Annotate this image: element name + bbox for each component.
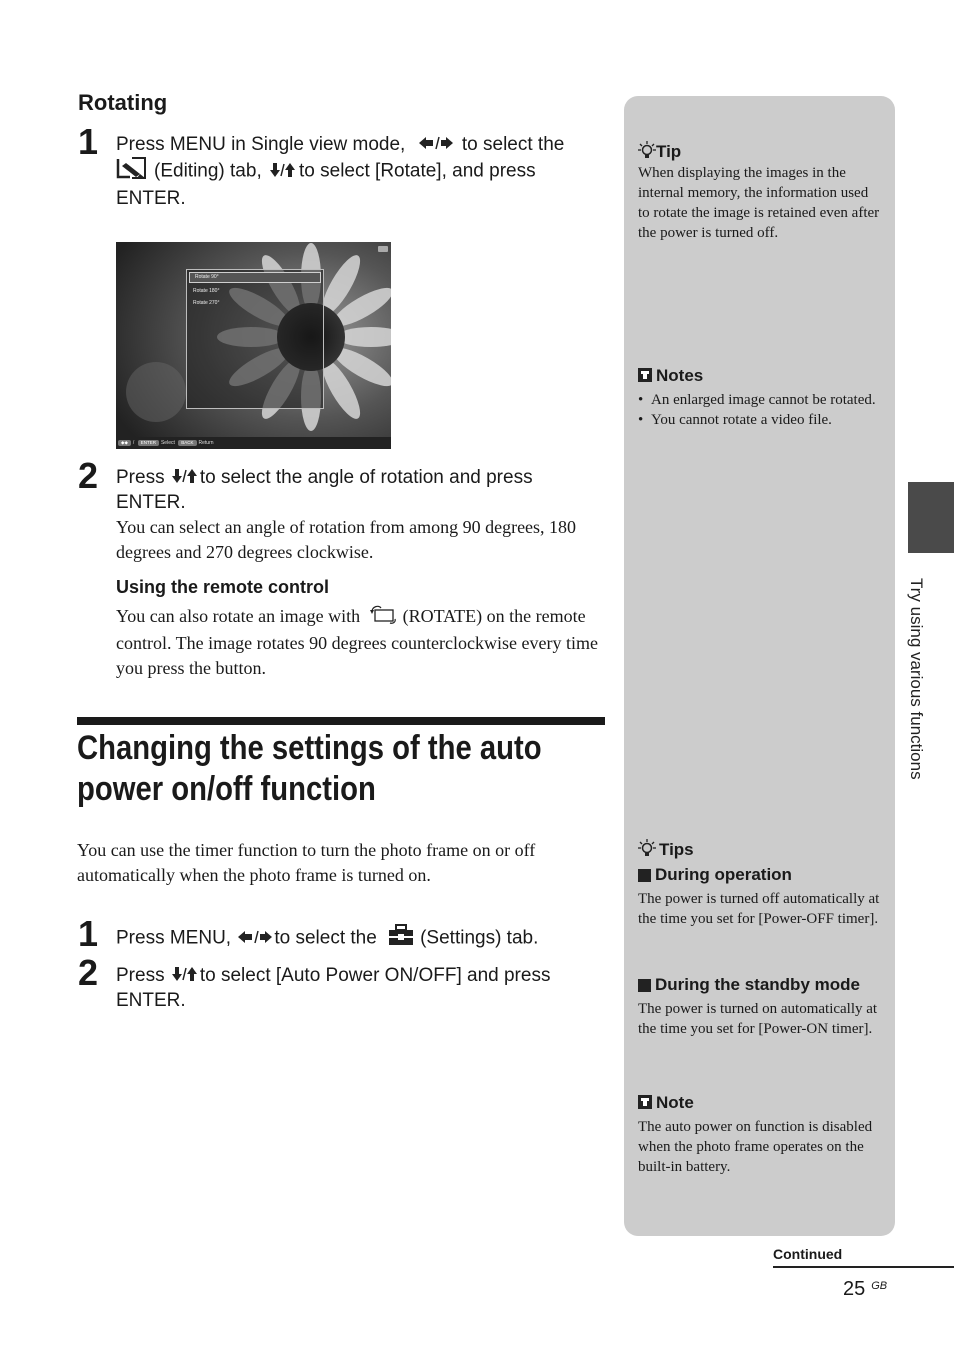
notes-label: Notes [656,366,704,385]
page-suffix: GB [871,1280,888,1292]
step-number: 1 [78,121,99,162]
standby-mode-label: During the standby mode [655,975,860,994]
menu-item-rotate-180: Rotate 180° [193,288,220,294]
rotate-menu-screenshot [116,242,391,449]
lightbulb-icon [638,140,656,165]
auto-power-intro: You can use the timer function to turn the photo frame on or off automatically when the photo frame is turned on. [77,840,536,885]
rotate-icon [369,604,399,631]
step-text-part: Press MENU in Single view mode, [116,134,406,155]
tips-label: Tips [659,839,694,859]
step-text-part: to select the angle of rotation and press ENTER. [116,467,533,514]
step-text-part: to select the [274,927,377,949]
step-text-part: to select the [461,134,565,155]
arrows-icon: ◆◆ [118,440,131,446]
chapter-tab-marker [908,482,954,553]
rotating-step1-text [116,132,606,211]
footer-return-label: Return [198,440,214,446]
page-number [843,1278,887,1301]
menu-item-rotate-270: Rotate 270° [193,300,220,306]
lightbulb-icon [638,838,656,863]
editing-tab-icon [116,157,148,186]
left-right-arrows-icon [419,132,453,157]
note-label: Note [656,1093,694,1112]
tip-label: Tip [656,141,682,161]
down-up-arrows-icon [270,159,296,184]
note-mark-icon [638,1094,652,1114]
step-text-part: (Editing) tab, [154,161,262,182]
auto-power-step1-text [116,924,606,953]
remote-control-heading: Using the remote control [116,577,330,597]
settings-toolbox-icon [388,924,414,953]
remote-text-part: (ROTATE) on the remote control. The image rotates 90 degrees counterclockwise every time you press the button. [116,606,598,679]
continued-rule [773,1266,954,1268]
during-operation-text: The power is turned off automatically at the time you set for [Power-OFF timer]. [638,891,880,927]
step-number: 2 [78,455,99,496]
section-heading-rotating: Rotating [78,90,168,115]
list-item: • An enlarged image cannot be rotated. [638,390,883,410]
footer-select-label: Select [160,440,175,446]
tips-heading [638,838,694,863]
section-title-line: Changing the settings of the auto [77,729,542,767]
step-number: 2 [78,952,99,993]
section-rule [77,717,605,725]
standby-mode-heading [638,975,860,995]
step-text-part: Press [116,965,165,986]
sidebar-panel [624,96,895,1236]
step-text-part: Press MENU, [116,927,232,949]
tip-text: When displaying the images in the internal memory, the information used to rotate the image is retained even after the power is turned off. [638,165,880,241]
continued-label: Continued [773,1246,843,1262]
square-bullet-icon [638,869,651,882]
standby-mode-text: The power is turned on automatically at the time you set for [Power-ON timer]. [638,1001,878,1037]
remote-text-part: You can also rotate an image with [116,606,361,626]
note-mark-icon [638,367,652,387]
notes-list [638,390,883,430]
section-title-auto-power [77,728,541,810]
left-right-arrows-icon [238,926,272,951]
rotating-step2-detail: You can select an angle of rotation from among 90 degrees, 180 degrees and 270 degrees clockwise. [116,517,577,562]
enter-button-label: ENTER [138,440,159,446]
list-item: • You cannot rotate a video file. [638,410,883,430]
note-heading [638,1093,694,1114]
during-operation-heading [638,865,792,885]
rotating-step2-text [116,465,606,515]
menu-item-rotate-90: Rotate 90° [189,272,321,283]
chapter-tab-label: Try using various functions [907,578,926,780]
note-text: The auto power on function is disabled when the photo frame operates on the built-in battery. [638,1119,873,1175]
auto-power-step2-text [116,963,606,1013]
step-text-part: Press [116,467,165,488]
back-button-label: BACK [178,440,196,446]
tip-heading [638,140,681,165]
during-operation-label: During operation [655,865,792,884]
step-text-part: to select [Rotate], and press ENTER. [116,161,536,210]
rotate-menu [186,269,324,409]
remote-control-text [116,604,606,681]
down-up-arrows-icon [172,963,198,988]
screenshot-footer: ◆◆ / ENTER Select BACK Return [116,437,391,449]
step-text-part: to select [Auto Power ON/OFF] and press ENTER. [116,965,551,1012]
square-bullet-icon [638,979,651,992]
down-up-arrows-icon [172,465,198,490]
notes-heading [638,366,703,387]
section-title-line: power on/off function [77,770,376,808]
step-number: 1 [78,913,99,954]
page-number-value: 25 [843,1278,866,1300]
step-text-part: (Settings) tab. [420,927,539,949]
